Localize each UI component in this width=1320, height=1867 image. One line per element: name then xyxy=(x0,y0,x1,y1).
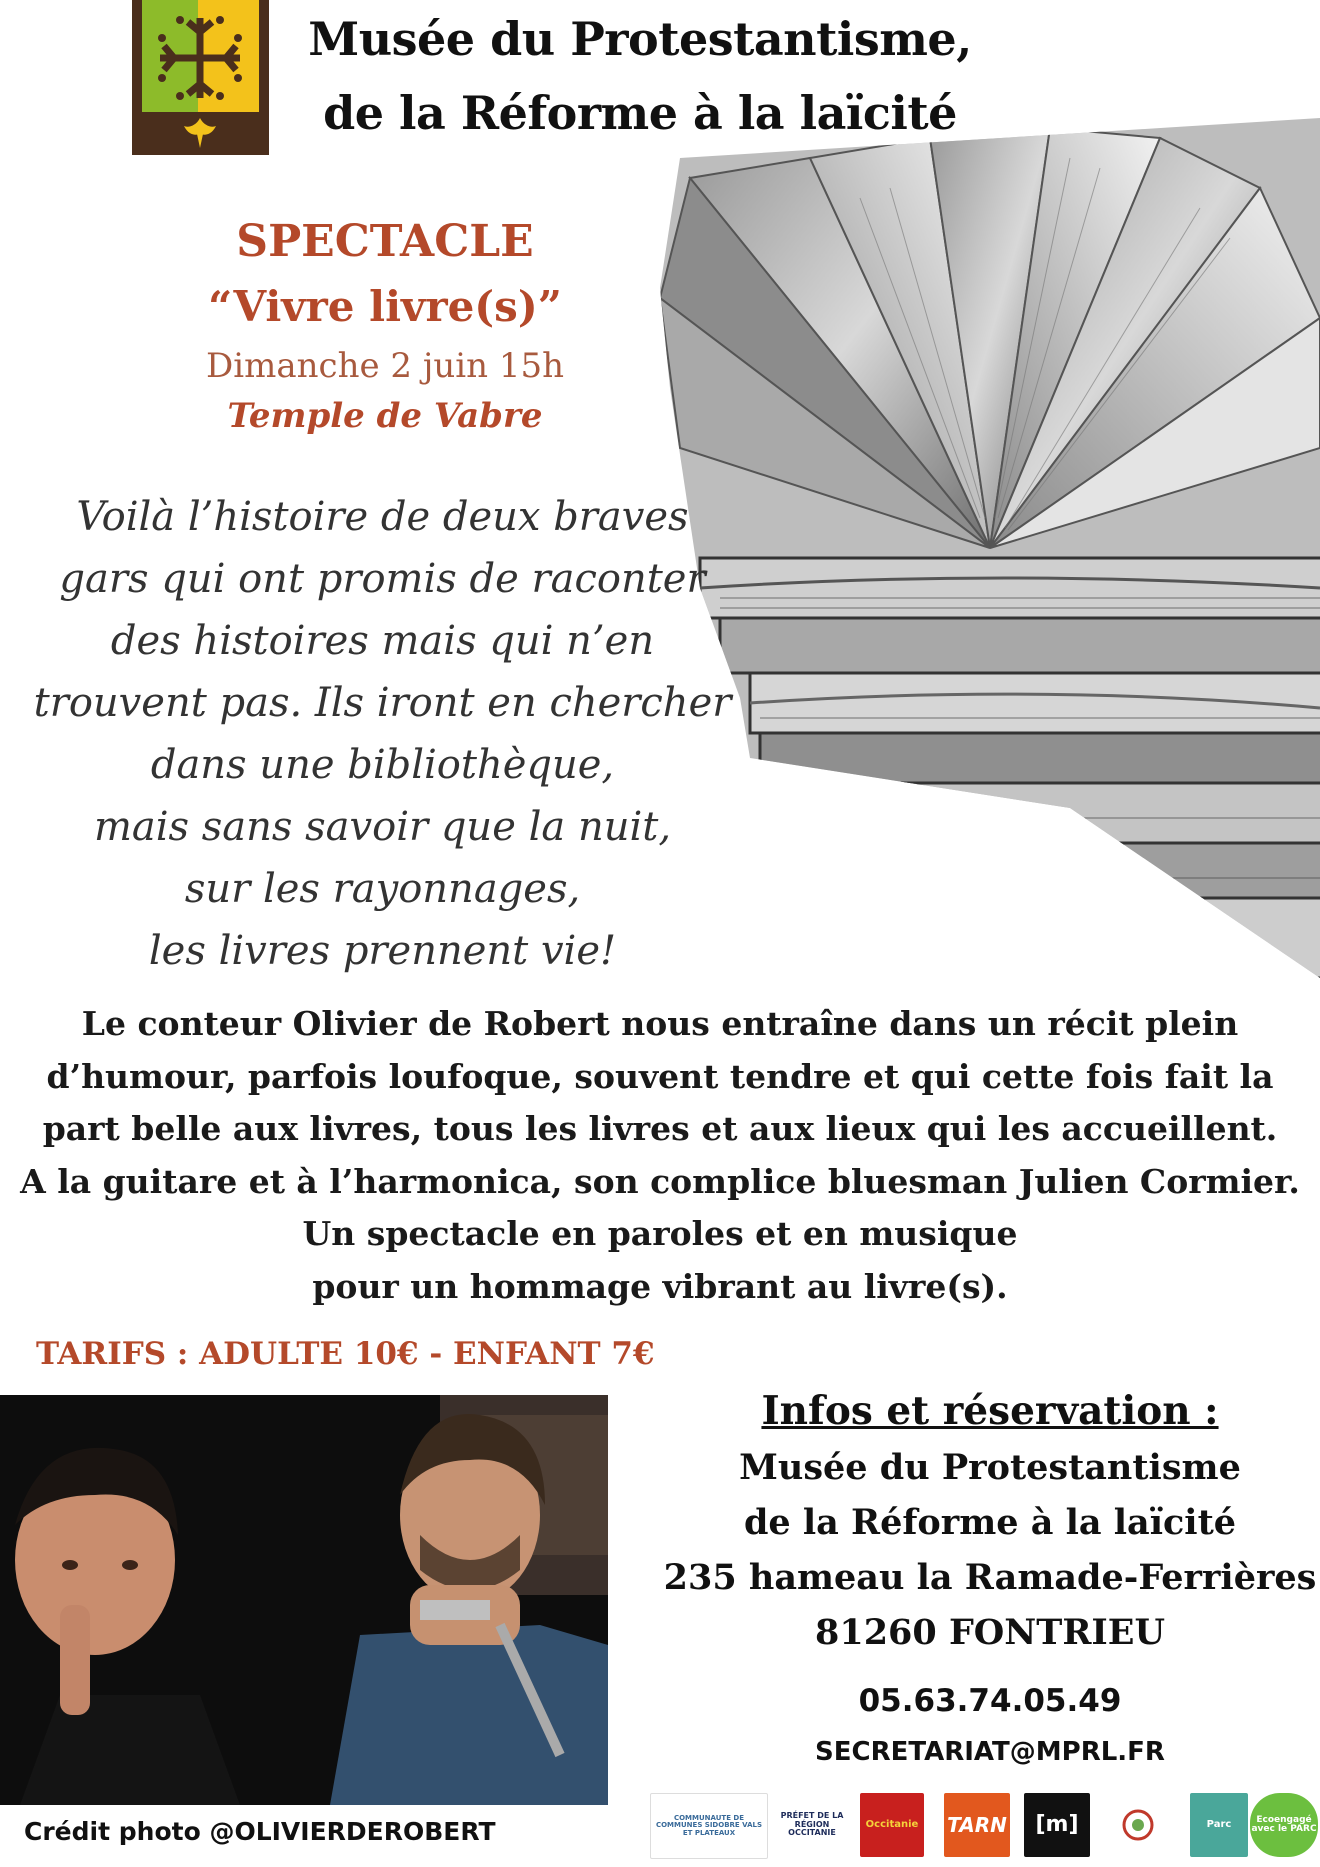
event-title: “Vivre livre(s)” xyxy=(208,282,562,331)
open-book-photo xyxy=(660,118,1320,978)
event-kind: SPECTACLE xyxy=(236,216,534,267)
partner-logo-occitanie: Occitanie xyxy=(860,1793,924,1857)
description-line: A la guitare et à l’harmonica, son complice bluesman Julien Cormier. xyxy=(20,1161,1300,1201)
partner-logo-ecoengage: Ecoengagé avec le PARC xyxy=(1250,1793,1318,1857)
event-date: Dimanche 2 juin 15h xyxy=(205,346,565,386)
event-place: Temple de Vabre xyxy=(227,396,543,436)
partner-logo-tarn: TARN xyxy=(944,1793,1010,1857)
story-line: des histoires mais qui n’en xyxy=(110,618,655,664)
description-text xyxy=(20,998,1300,1313)
email-link[interactable]: SECRETARIAT@MPRL.FR xyxy=(815,1737,1165,1767)
photo-credit: Crédit photo @OLIVIERDEROBERT xyxy=(24,1817,496,1846)
story-line: trouvent pas. Ils iront en chercher xyxy=(33,680,732,726)
story-line: les livres prennent vie! xyxy=(148,928,617,974)
musicians-photo xyxy=(0,1395,608,1805)
description-line: d’humour, parfois loufoque, souvent tendre et qui cette fois fait la xyxy=(46,1056,1274,1096)
phone-number[interactable]: 05.63.74.05.49 xyxy=(858,1683,1122,1719)
description-line: part belle aux livres, tous les livres et aux lieux qui les accueillent. xyxy=(42,1109,1278,1148)
story-text xyxy=(30,486,735,982)
story-line: mais sans savoir que la nuit, xyxy=(93,804,672,850)
description-line: Un spectacle en paroles et en musique xyxy=(302,1214,1018,1253)
story-line: Voilà l’histoire de deux braves xyxy=(76,494,689,540)
dove-icon xyxy=(180,112,220,152)
story-line: gars qui ont promis de raconter xyxy=(59,556,706,602)
occitan-cross-icon xyxy=(150,8,250,108)
description-line: Le conteur Olivier de Robert nous entraîne dans un récit plein xyxy=(81,1004,1239,1043)
tarifs: TARIFS : ADULTE 10€ - ENFANT 7€ xyxy=(36,1336,655,1372)
story-line: dans une bibliothèque, xyxy=(150,742,615,788)
infos-block xyxy=(660,1382,1320,1660)
partner-logo-prefet: PRÉFET DE LA RÉGION OCCITANIE xyxy=(776,1793,848,1857)
circle-logo-icon xyxy=(1118,1805,1158,1845)
partner-logo-circle xyxy=(1114,1793,1162,1857)
header-title-line1: Musée du Protestantisme, xyxy=(308,12,972,66)
partner-logo-parc: Parc xyxy=(1190,1793,1248,1857)
infos-line: de la Réforme à la laïcité xyxy=(743,1502,1237,1543)
description-line: pour un hommage vibrant au livre(s). xyxy=(312,1266,1008,1306)
infos-line: 235 hameau la Ramade-Ferrières xyxy=(663,1557,1317,1598)
infos-line: Musée du Protestantisme xyxy=(739,1447,1241,1488)
story-line: sur les rayonnages, xyxy=(184,866,581,912)
infos-line: 81260 FONTRIEU xyxy=(815,1612,1165,1653)
partner-logo-m: [m] xyxy=(1024,1793,1090,1857)
header-title-line2: de la Réforme à la laïcité xyxy=(323,86,957,140)
infos-heading: Infos et réservation : xyxy=(761,1388,1219,1434)
partner-logo-ccsvp: COMMUNAUTE DE COMMUNES SIDOBRE VALS ET PLATEAUX xyxy=(650,1793,768,1859)
